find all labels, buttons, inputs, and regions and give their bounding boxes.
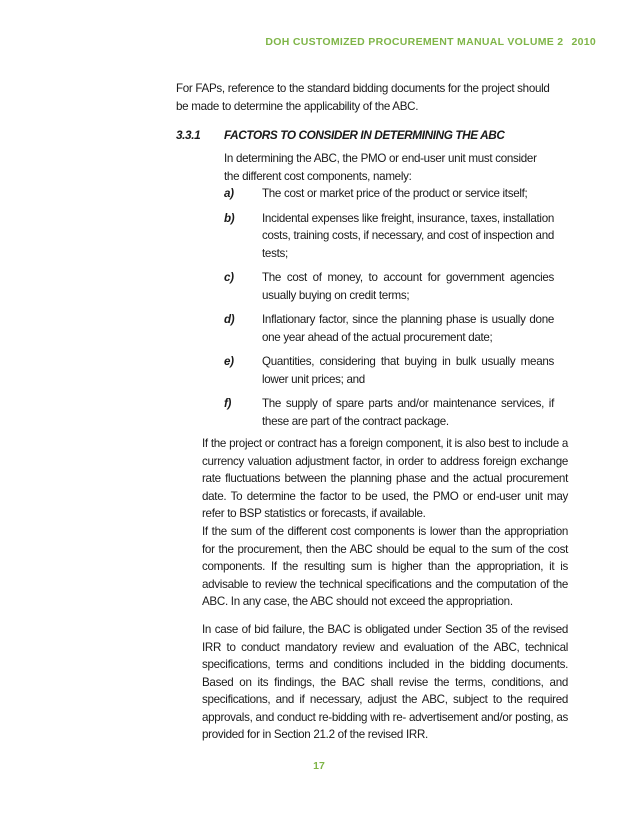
section-heading — [176, 128, 576, 142]
list-item-label: b) — [224, 211, 235, 225]
header-year: 2010 — [571, 36, 596, 48]
list-item-label: d) — [224, 313, 235, 326]
list-item-label: a) — [224, 187, 234, 200]
header-title: DOH CUSTOMIZED PROCUREMENT MANUAL VOLUME 2 — [265, 36, 564, 48]
section-number: 3.3.1 — [176, 128, 201, 142]
list-item-label: e) — [224, 355, 234, 368]
list-item-text: Quantities, considering that buying in bulk usually means lower unit prices; and — [262, 355, 554, 386]
section-intro: In determining the ABC, the PMO or end-user unit must consider the different cost components, namely: — [224, 152, 537, 183]
list-item-text: Inflationary factor, since the planning phase is usually done one year ahead of the actual procurement date; — [262, 313, 554, 344]
paragraph-sum-of-costs: If the sum of the different cost components is lower than the appropriation for the procurement, then the ABC should be equal to the sum of the cost components. If the resulting sum is higher than the appropriation, it is advisable to review the technical specifications and the computation of the ABC. In any case, the ABC should not exceed the appropriation. — [202, 525, 568, 608]
list-item-label: f) — [224, 397, 232, 410]
cost-components-list — [224, 185, 554, 437]
list-item — [224, 185, 554, 203]
list-item — [224, 353, 554, 388]
intro-paragraph: For FAPs, reference to the standard bidding documents for the project should be made to determine the applicability of the ABC. — [176, 82, 550, 113]
list-item — [224, 210, 554, 263]
list-item — [224, 269, 554, 304]
list-item — [224, 395, 554, 430]
list-item-text: The supply of spare parts and/or maintenance services, if these are part of the contract package. — [262, 397, 554, 428]
section-title: FACTORS TO CONSIDER IN DETERMINING THE ABC — [224, 128, 505, 142]
list-item-text: The cost or market price of the product or service itself; — [262, 187, 528, 200]
paragraph-bid-failure: In case of bid failure, the BAC is obligated under Section 35 of the revised IRR to conduct mandatory review and evaluation of the ABC, technical specifications, terms and conditions included in the bidding documents. Based on its findings, the BAC shall revise the terms, conditions, and specifications, and if necessary, adjust the ABC, subject to the required approvals, and conduct re-bidding with re- advertisement and/or posting, as provided for in Section 21.2 of the revised IRR. — [202, 623, 568, 741]
running-header — [265, 36, 596, 48]
list-item-text: The cost of money, to account for government agencies usually buying on credit terms; — [262, 271, 554, 302]
list-item-text: Incidental expenses like freight, insurance, taxes, installation costs, training costs, if necessary, and cost of inspection and tests; — [262, 211, 554, 260]
list-item — [224, 311, 554, 346]
page-number: 17 — [313, 760, 325, 772]
paragraph-foreign-component: If the project or contract has a foreign component, it is also best to include a currency valuation adjustment factor, in order to address foreign exchange rate fluctuations between the planning phase and the actual procurement date. To determine the factor to be used, the PMO or end-user unit may refer to BSP statistics or forecasts, if available. — [202, 437, 568, 520]
list-item-label: c) — [224, 271, 234, 284]
